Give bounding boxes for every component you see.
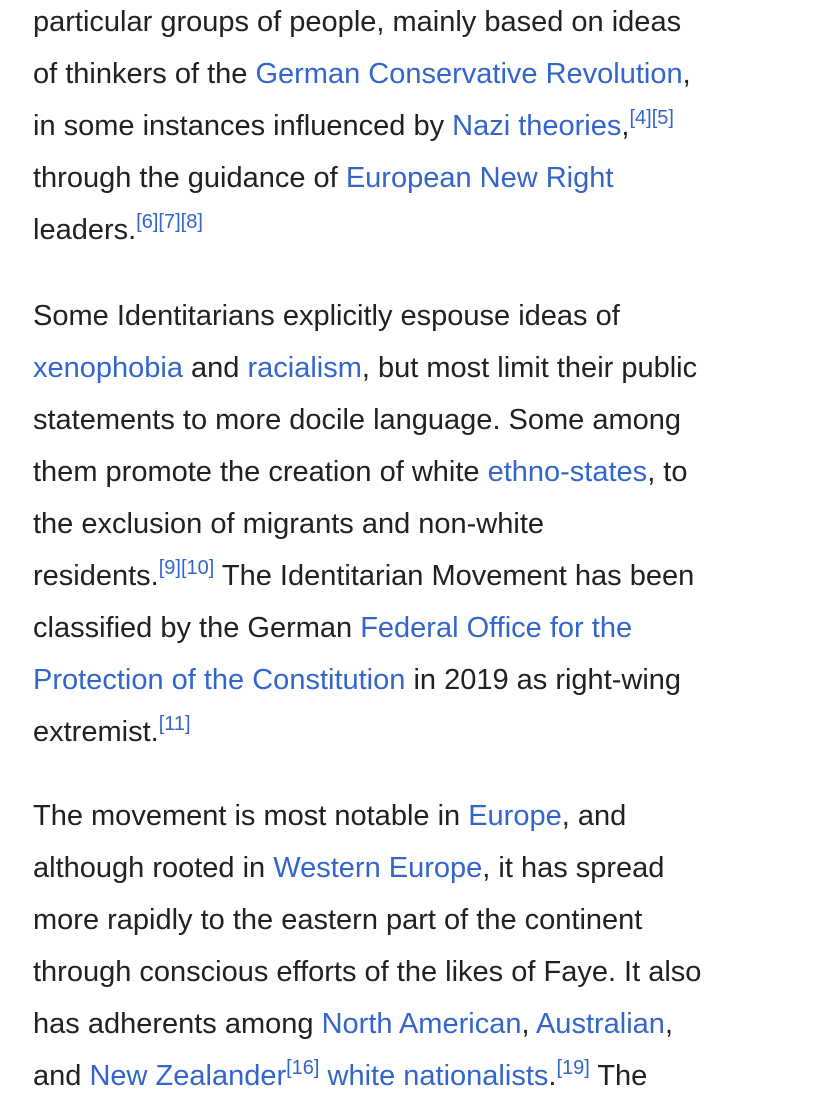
text-segment: residents. [33, 560, 159, 592]
text-segment: . [548, 1060, 557, 1092]
citation-ref[interactable]: [9] [158, 557, 181, 579]
citation-ref[interactable]: [5] [651, 107, 674, 129]
text-line [33, 152, 813, 204]
text-line [33, 842, 813, 894]
text-segment: classified by the German [33, 612, 361, 644]
text-line [33, 550, 813, 602]
article-link[interactable]: ethno-states [487, 456, 648, 488]
text-line [33, 394, 813, 446]
text-segment: , it has spread [482, 852, 665, 884]
article-link[interactable]: Europe [468, 800, 562, 832]
text-segment: The Identitarian Movement has been [214, 560, 695, 592]
citation-ref[interactable]: [19] [556, 1057, 590, 1079]
article-link[interactable]: German Conservative Revolution [255, 58, 683, 90]
citation-ref[interactable]: [7] [158, 211, 181, 233]
text-line [33, 446, 813, 498]
citation-ref[interactable]: [4] [629, 107, 652, 129]
text-segment: , to [647, 456, 688, 488]
text-segment: the exclusion of migrants and non-white [33, 508, 545, 540]
article-link[interactable]: New Zealander [89, 1060, 287, 1092]
text-line [33, 290, 813, 342]
citation-ref[interactable]: [8] [180, 211, 203, 233]
text-segment: statements to more docile language. Some among [33, 404, 682, 436]
text-line [33, 48, 813, 100]
text-line [33, 204, 813, 256]
text-segment: The [589, 1060, 648, 1092]
article-link[interactable]: Western Europe [273, 852, 483, 884]
article-link[interactable]: white nationalists [327, 1060, 549, 1092]
paragraph-2 [33, 290, 813, 758]
text-line [33, 894, 813, 946]
citation-ref[interactable]: [6] [136, 211, 159, 233]
text-line [33, 654, 813, 706]
article-link[interactable]: xenophobia [33, 352, 183, 384]
paragraph-1 [33, 0, 813, 256]
text-line [33, 342, 813, 394]
text-segment: , and [561, 800, 627, 832]
paragraph-3 [33, 790, 813, 1102]
text-line [33, 790, 813, 842]
citation-ref[interactable]: [10] [180, 557, 215, 579]
text-line [33, 1050, 813, 1102]
text-line [33, 706, 813, 758]
text-segment: , [682, 58, 691, 90]
text-segment: of thinkers of the [33, 58, 256, 90]
text-segment: , but most limit their public [361, 352, 698, 384]
article-link[interactable]: Australian [535, 1008, 665, 1040]
text-segment: , [521, 1008, 536, 1040]
text-segment: extremist. [33, 716, 159, 748]
article-link[interactable]: Nazi theories [452, 110, 622, 142]
article-link[interactable]: Federal Office for the [360, 612, 633, 644]
text-line [33, 100, 813, 152]
citation-ref[interactable]: [11] [158, 713, 191, 735]
text-line [33, 0, 813, 48]
text-segment: in some instances influenced by [33, 110, 453, 142]
article-link[interactable]: racialism [247, 352, 362, 384]
text-segment: in 2019 as right-wing [405, 664, 682, 696]
text-segment: , [664, 1008, 673, 1040]
article-link[interactable]: North American [321, 1008, 522, 1040]
text-segment: through conscious efforts of the likes of Faye. It also [33, 956, 702, 988]
text-segment: The movement is most notable in [33, 800, 469, 832]
text-line [33, 602, 813, 654]
text-segment: particular groups of people, mainly based on ideas [33, 6, 682, 38]
article-link[interactable]: Protection of the Constitution [33, 664, 406, 696]
text-segment: and [33, 1060, 90, 1092]
text-segment: , [621, 110, 630, 142]
text-segment: and [182, 352, 248, 384]
text-segment: more rapidly to the eastern part of the continent [33, 904, 643, 936]
text-segment: leaders. [33, 214, 137, 246]
text-line [33, 998, 813, 1050]
citation-ref[interactable]: [16] [286, 1057, 320, 1079]
text-line [33, 498, 813, 550]
text-segment: Some Identitarians explicitly espouse ideas of [33, 300, 620, 332]
article-link[interactable]: European New Right [345, 162, 614, 194]
text-line [33, 946, 813, 998]
text-segment [319, 1060, 327, 1092]
text-segment: has adherents among [33, 1008, 322, 1040]
text-segment: them promote the creation of white [33, 456, 488, 488]
text-segment: through the guidance of [33, 162, 346, 194]
text-segment: although rooted in [33, 852, 274, 884]
